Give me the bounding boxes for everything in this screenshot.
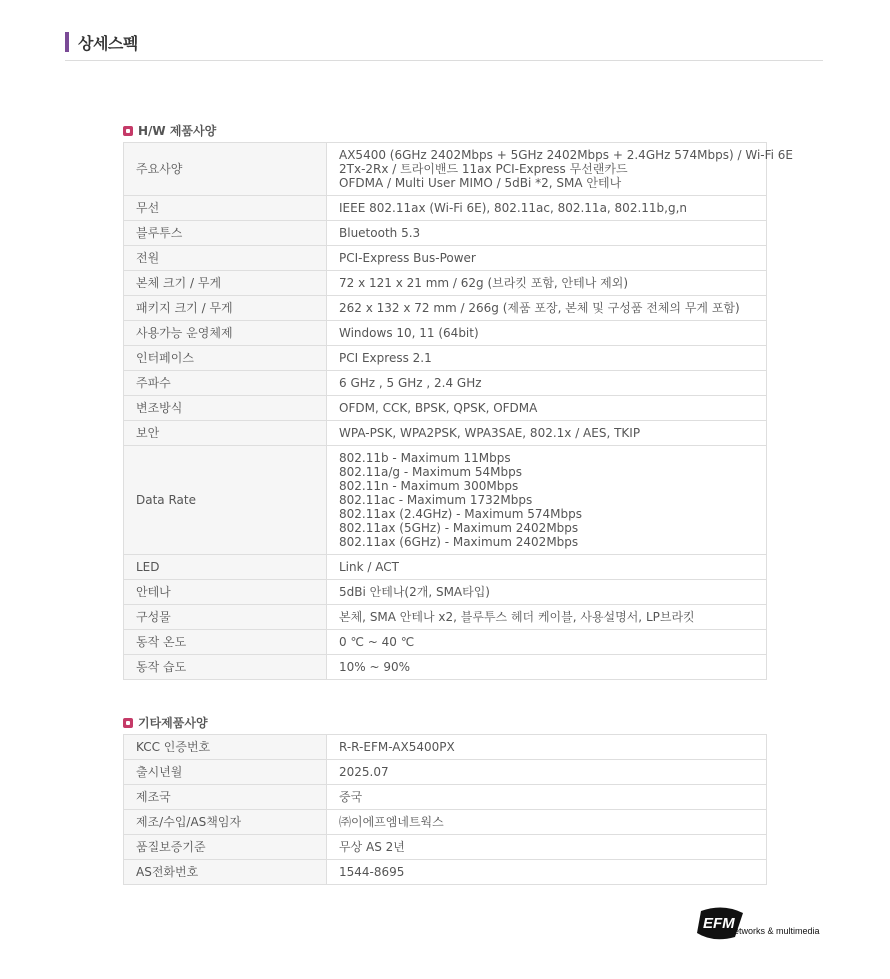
spec-label: 보안: [124, 421, 327, 446]
spec-value: [327, 246, 767, 271]
spec-value-line: 802.11ax (2.4GHz) - Maximum 574Mbps: [339, 507, 582, 521]
spec-value: [327, 446, 767, 555]
spec-label: 주파수: [124, 371, 327, 396]
spec-value: [327, 605, 767, 630]
spec-value-line: 2Tx-2Rx / 트라이밴드 11ax PCI-Express 무선랜카드: [339, 162, 628, 176]
spec-label: 변조방식: [124, 396, 327, 421]
hw-spec-row: [124, 143, 767, 196]
other-spec-row: [124, 785, 767, 810]
spec-value-line: 무상 AS 2년: [339, 840, 405, 854]
spec-value: [327, 630, 767, 655]
section-bullet-icon: [123, 126, 133, 136]
spec-label: 동작 습도: [124, 655, 327, 680]
page-header: [65, 30, 823, 61]
spec-value: [327, 321, 767, 346]
other-spec-row: [124, 760, 767, 785]
title-accent-bar: [65, 32, 69, 52]
hw-spec-row: [124, 605, 767, 630]
spec-value-line: 2025.07: [339, 765, 389, 779]
spec-value-line: Bluetooth 5.3: [339, 226, 421, 240]
spec-value-line: 802.11a/g - Maximum 54Mbps: [339, 465, 523, 479]
spec-value-line: 0 ℃ ~ 40 ℃: [339, 635, 415, 649]
spec-value: [327, 655, 767, 680]
spec-label: AS전화번호: [124, 860, 327, 885]
page-title: 상세스펙: [78, 34, 138, 53]
spec-label: 전원: [124, 246, 327, 271]
spec-value: [327, 860, 767, 885]
hw-spec-row: [124, 321, 767, 346]
hw-spec-row: [124, 655, 767, 680]
hw-spec-row: [124, 421, 767, 446]
hw-spec-row: [124, 296, 767, 321]
spec-value-line: 중국: [339, 790, 363, 804]
spec-value: [327, 271, 767, 296]
spec-label: 안테나: [124, 580, 327, 605]
spec-value: [327, 371, 767, 396]
spec-label: 무선: [124, 196, 327, 221]
hw-spec-row: [124, 630, 767, 655]
spec-label: 출시년월: [124, 760, 327, 785]
spec-label: 주요사양: [124, 143, 327, 196]
spec-label: 구성물: [124, 605, 327, 630]
efm-logo: [695, 905, 825, 945]
spec-value-line: R-R-EFM-AX5400PX: [339, 740, 455, 754]
other-spec-table: [123, 734, 767, 885]
section-bullet-icon: [123, 718, 133, 728]
spec-value-line: 72 x 121 x 21 mm / 62g (브라킷 포함, 안테나 제외): [339, 276, 629, 290]
spec-value-line: OFDM, CCK, BPSK, QPSK, OFDMA: [339, 401, 538, 415]
spec-value-line: 6 GHz , 5 GHz , 2.4 GHz: [339, 376, 482, 390]
spec-value-line: 본체, SMA 안테나 x2, 블루투스 헤더 케이블, 사용설명서, LP브라킷: [339, 610, 695, 624]
spec-value-line: OFDMA / Multi User MIMO / 5dBi *2, SMA 안테나: [339, 176, 622, 190]
spec-value: [327, 760, 767, 785]
hw-section-title: [123, 122, 216, 140]
hw-spec-row: [124, 221, 767, 246]
logo-wordmark: EFM: [703, 915, 735, 932]
hw-spec-row: [124, 196, 767, 221]
hw-spec-row: [124, 271, 767, 296]
spec-value: [327, 810, 767, 835]
spec-value-line: 802.11ax (6GHz) - Maximum 2402Mbps: [339, 535, 579, 549]
spec-value-line: 802.11ax (5GHz) - Maximum 2402Mbps: [339, 521, 579, 535]
spec-value: [327, 785, 767, 810]
other-section-title-text: 기타제품사양: [138, 716, 208, 730]
hw-spec-row: [124, 446, 767, 555]
hw-spec-row: [124, 555, 767, 580]
spec-value: [327, 346, 767, 371]
other-spec-row: [124, 810, 767, 835]
hw-spec-row: [124, 371, 767, 396]
spec-value-line: 802.11ac - Maximum 1732Mbps: [339, 493, 533, 507]
hw-spec-row: [124, 246, 767, 271]
spec-label: Data Rate: [124, 446, 327, 555]
spec-label: 블루투스: [124, 221, 327, 246]
spec-value-line: 1544-8695: [339, 865, 405, 879]
spec-value-line: 802.11n - Maximum 300Mbps: [339, 479, 519, 493]
spec-label: 제조/수입/AS책임자: [124, 810, 327, 835]
spec-value-line: ㈜이에프엠네트웍스: [339, 815, 444, 829]
other-section-title: [123, 714, 208, 732]
other-spec-row: [124, 835, 767, 860]
hw-section-title-text: H/W 제품사양: [138, 124, 217, 138]
spec-value: [327, 196, 767, 221]
spec-label: 본체 크기 / 무게: [124, 271, 327, 296]
hw-spec-row: [124, 580, 767, 605]
spec-value: [327, 396, 767, 421]
spec-label: 사용가능 운영체제: [124, 321, 327, 346]
spec-value: [327, 296, 767, 321]
spec-label: 패키지 크기 / 무게: [124, 296, 327, 321]
spec-value: [327, 421, 767, 446]
spec-value-line: PCI-Express Bus-Power: [339, 251, 476, 265]
hw-spec-table: [123, 142, 794, 680]
spec-label: 인터페이스: [124, 346, 327, 371]
spec-value-line: Windows 10, 11 (64bit): [339, 326, 479, 340]
spec-value: [327, 555, 767, 580]
spec-value-line: Link / ACT: [339, 560, 399, 574]
spec-value: [327, 143, 794, 196]
spec-value-line: PCI Express 2.1: [339, 351, 432, 365]
spec-value-line: AX5400 (6GHz 2402Mbps + 5GHz 2402Mbps + 2.4GHz 574Mbps) / Wi-Fi 6E: [339, 148, 794, 162]
logo-tagline: networks & multimedia: [729, 926, 820, 936]
spec-value-line: 262 x 132 x 72 mm / 266g (제품 포장, 본체 및 구성품 전체의 무게 포함): [339, 301, 740, 315]
spec-value-line: 10% ~ 90%: [339, 660, 411, 674]
spec-label: 품질보증기준: [124, 835, 327, 860]
spec-label: KCC 인증번호: [124, 735, 327, 760]
spec-value-line: IEEE 802.11ax (Wi-Fi 6E), 802.11ac, 802.11a, 802.11b,g,n: [339, 201, 688, 215]
other-spec-row: [124, 735, 767, 760]
spec-value: [327, 580, 767, 605]
spec-label: 동작 온도: [124, 630, 327, 655]
hw-spec-row: [124, 396, 767, 421]
spec-value: [327, 735, 767, 760]
spec-value-line: 5dBi 안테나(2개, SMA타입): [339, 585, 490, 599]
spec-value-line: 802.11b - Maximum 11Mbps: [339, 451, 511, 465]
spec-label: LED: [124, 555, 327, 580]
spec-value: [327, 835, 767, 860]
spec-value: [327, 221, 767, 246]
hw-spec-row: [124, 346, 767, 371]
other-spec-row: [124, 860, 767, 885]
spec-value-line: WPA-PSK, WPA2PSK, WPA3SAE, 802.1x / AES, TKIP: [339, 426, 641, 440]
spec-label: 제조국: [124, 785, 327, 810]
